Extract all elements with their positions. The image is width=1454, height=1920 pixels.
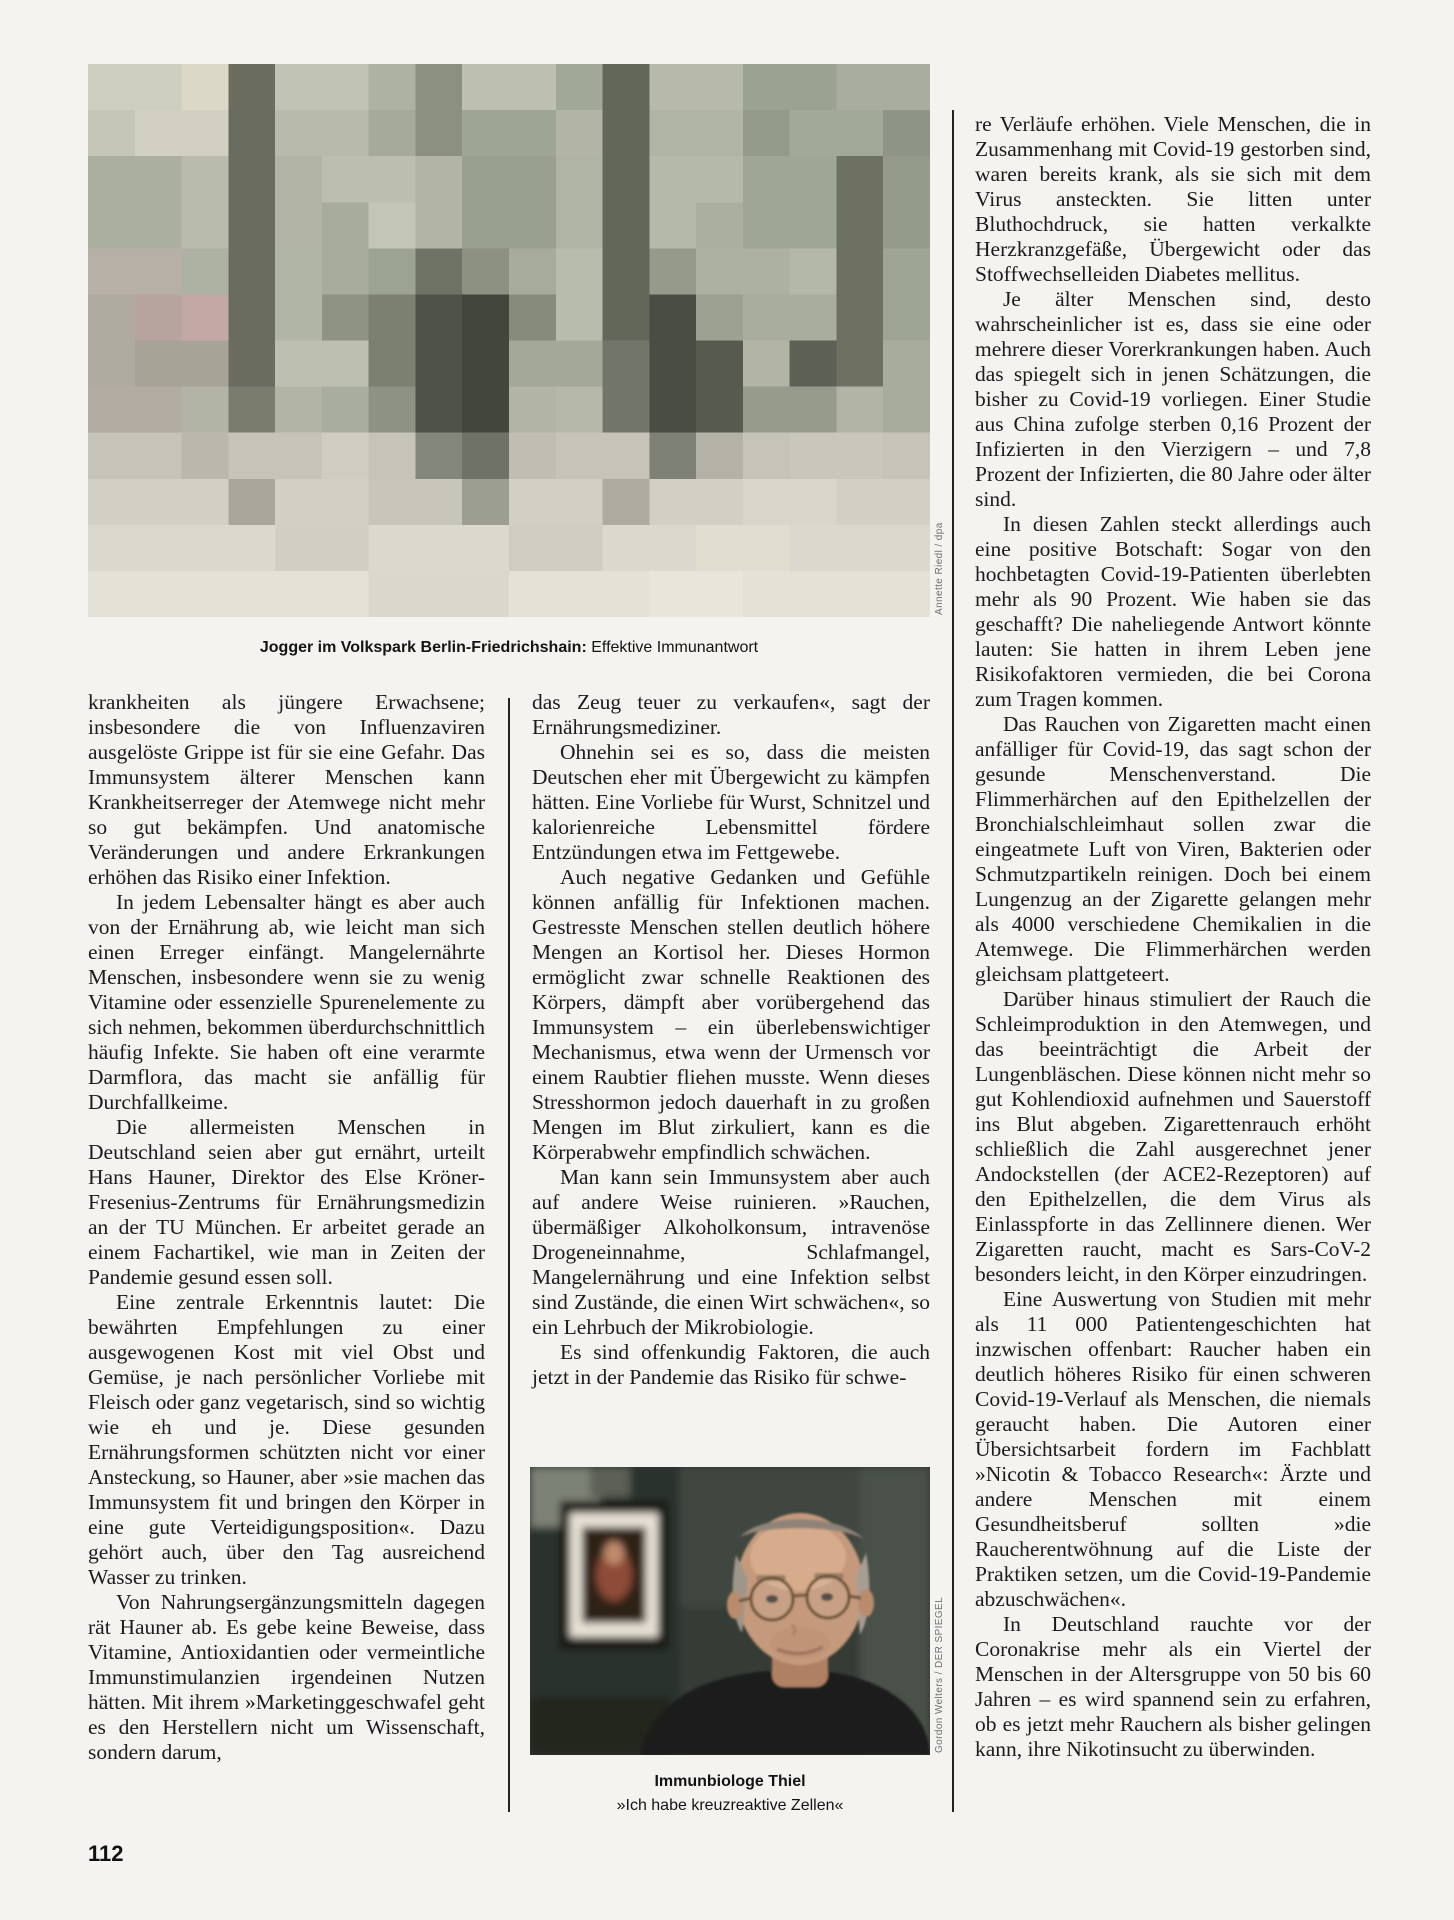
- paragraph: Auch negative Gedanken und Gefühle können anfällig für Infektionen machen. Gestresste Menschen stellen deutlich höhere Mengen an Kortisol her. Dieses Hormon ermöglicht zwar schnelle Reaktionen des Körpers, dämpft aber vorübergehend das Immunsystem – ein überlebenswichtiger Mechanismus, etwa wenn der Urmensch vor einem Raubtier fliehen musste. Wenn dieses Stresshormon jedoch dauerhaft in zu großen Mengen im Blut zirkuliert, kann es die Körperabwehr empfindlich schwächen.: [532, 865, 930, 1164]
- joggers-caption-text: Effektive Immunantwort: [591, 639, 759, 656]
- joggers-photo: [88, 64, 930, 617]
- paragraph: Je älter Menschen sind, desto wahrscheinlicher ist es, dass sie eine oder mehrere dieser Vorerkrankungen haben. Auch das spiegelt sich in jenen Schätzungen, die bisher zu Covid-19 vorliegen. Einer Studie aus China zufolge sterben 0,16 Prozent der Infizierten in den Vierzigern – und 7,8 Prozent der Infizierten, die 80 Jahre oder älter sind.: [975, 287, 1371, 511]
- photo-credit-thiel: [934, 1467, 945, 1753]
- paragraph: Es sind offenkundig Faktoren, die auch jetzt in der Pandemie das Risiko für schwe-: [532, 1340, 930, 1389]
- photo-credit-top-text: Annette Riedl / dpa: [934, 522, 945, 615]
- joggers-caption-lead: Jogger im Volkspark Berlin-Friedrichshain:: [259, 639, 587, 656]
- photo-credit-top: [934, 64, 945, 615]
- paragraph: In diesen Zahlen steckt allerdings auch eine positive Botschaft: Sogar von den hochbetagten Covid-19-Patienten überlebten mehr als 90 Prozent. Wie haben sie das geschafft? Die naheliegende Antwort könnte lauten: Sie hatten in ihrem Leben jene Risikofaktoren vermieden, die bei Corona zum Tragen kommen.: [975, 512, 1371, 711]
- paragraph: In Deutschland rauchte vor der Coronakrise mehr als ein Viertel der Menschen in der Altersgruppe von 50 bis 60 Jahren – es wird spannend sein zu erfahren, ob es jetzt mehr Rauchern als bisher gelingen kann, ihre Nikotinsucht zu überwinden.: [975, 1612, 1371, 1761]
- text-column-left: [88, 690, 485, 1765]
- text-column-right: [975, 112, 1371, 1762]
- joggers-photo-mosaic: [88, 64, 930, 617]
- paragraph: Das Rauchen von Zigaretten macht einen anfälliger für Covid-19, das sagt schon der gesunde Menschenverstand. Die Flimmerhärchen auf den Epithelzellen der Bronchialschleimhaut sollen zwar die eingeatmete Luft von Viren, Bakterien oder Schmutzpartikeln reinigen. Doch bei einem Lungenzug an der Zigarette gelangen mehr als 4000 verschiedene Chemikalien in die Atemwege. Die Flimmerhärchen werden gleichsam plattgeteert.: [975, 712, 1371, 986]
- paragraph: Von Nahrungsergänzungsmitteln dagegen rät Hauner ab. Es gebe keine Beweise, dass Vitamine, Antioxidantien oder vermeintliche Immunstimulanzien irgendeinen Nutzen hätten. Mit ihrem »Marketinggeschwafel geht es den Herstellern nicht um Wissenschaft, sondern darum,: [88, 1590, 485, 1764]
- thiel-caption-quote: »Ich habe kreuzreaktive Zellen«: [616, 1797, 844, 1814]
- paragraph: Darüber hinaus stimuliert der Rauch die Schleimproduktion in den Atemwegen, und das beeinträchtigt die Arbeit der Lungenbläschen. Diese können nicht mehr so gut Kohlendioxid aufnehmen und Sauerstoff ins Blut abgeben. Zigarettenrauch erhöht schließlich die Zahl ausgerechnet jener Andockstellen (der ACE2-Rezeptoren) auf den Epithelzellen, die dem Virus als Einlasspforte in das Zellinnere dienen. Wer Zigaretten raucht, macht es Sars-CoV-2 besonders leicht, in den Körper einzudringen.: [975, 987, 1371, 1286]
- thiel-photo: [530, 1467, 930, 1755]
- joggers-caption: [88, 636, 930, 660]
- paragraph: Eine Auswertung von Studien mit mehr als 11 000 Patientengeschichten hat inzwischen offenbart: Raucher haben ein deutlich höheres Risiko für einen schweren Covid-19-Verlauf als Menschen, die niemals geraucht haben. Die Autoren einer Übersichtsarbeit fordern im Fachblatt »Nicotin & Tobacco Research«: Ärzte und andere Menschen mit einem Gesundheitsberuf sollten »die Raucherentwöhnung auf die Liste der Praktiken setzen, um die Covid-19-Pandemie abzuschwächen«.: [975, 1287, 1371, 1611]
- text-column-middle: [532, 690, 930, 1390]
- thiel-caption-name: Immunbiologe Thiel: [654, 1773, 806, 1790]
- column-divider-right: [952, 110, 954, 1812]
- paragraph: das Zeug teuer zu verkaufen«, sagt der Ernährungsmediziner.: [532, 690, 930, 739]
- photo-credit-thiel-text: Gordon Welters / DER SPIEGEL: [934, 1596, 945, 1753]
- thiel-photo-art: [530, 1467, 930, 1755]
- paragraph: re Verläufe erhöhen. Viele Menschen, die in Zusammenhang mit Covid-19 gestorben sind, waren bereits krank, als sie sich mit dem Virus ansteckten. Sie litten unter Bluthochdruck, sie hatten verkalkte Herzkranzgefäße, Übergewicht oder das Stoffwechselleiden Diabetes mellitus.: [975, 112, 1371, 286]
- paragraph: krankheiten als jüngere Erwachsene; insbesondere die von Influenzaviren ausgelöste Grippe ist für sie eine Gefahr. Das Immunsystem älterer Menschen kann Krankheitserreger der Atemwege nicht mehr so gut bekämpfen. Und anatomische Veränderungen und andere Erkrankungen erhöhen das Risiko einer Infektion.: [88, 690, 485, 889]
- paragraph: Die allermeisten Menschen in Deutschland seien aber gut ernährt, urteilt Hans Hauner, Direktor des Else Kröner-Fresenius-Zentrums für Ernährungsmedizin an der TU München. Er arbeitet gerade an einem Fachartikel, wie man in Zeiten der Pandemie gesund essen soll.: [88, 1115, 485, 1289]
- paragraph: Eine zentrale Erkenntnis lautet: Die bewährten Empfehlungen zu einer ausgewogenen Kost mit viel Obst und Gemüse, je nach persönlicher Vorliebe mit Fleisch oder ganz vegetarisch, sind so wichtig wie eh und je. Diese gesunden Ernährungsformen schützten nicht vor einer Ansteckung, so Hauner, aber »sie machen das Immunsystem fit und bringen den Körper in eine gute Verteidigungsposition«. Dazu gehört auch, über den Tag ausreichend Wasser zu trinken.: [88, 1290, 485, 1589]
- paragraph: Man kann sein Immunsystem aber auch auf andere Weise ruinieren. »Rauchen, übermäßiger Alkoholkonsum, intravenöse Drogeneinnahme, Schlafmangel, Mangelernährung und eine Infektion selbst sind Zustände, die einen Wirt schwächen«, so ein Lehrbuch der Mikrobiologie.: [532, 1165, 930, 1339]
- paragraph: In jedem Lebensalter hängt es aber auch von der Ernährung ab, wie leicht man sich einen Erreger einfängt. Mangelernährte Menschen, insbesondere wenn sie zu wenig Vitamine oder essenzielle Spurenelemente zu sich nehmen, bekommen überdurchschnittlich häufig Infekte. Sie haben oft eine verarmte Darmflora, das macht sie anfällig für Durchfallkeime.: [88, 890, 485, 1114]
- column-divider-left: [508, 698, 510, 1812]
- thiel-caption: [530, 1770, 930, 1818]
- page-number: 112: [88, 1841, 124, 1866]
- paragraph: Ohnehin sei es so, dass die meisten Deutschen eher mit Übergewicht zu kämpfen hätten. Eine Vorliebe für Wurst, Schnitzel und kalorienreiche Lebensmittel fördere Entzündungen etwa im Fettgewebe.: [532, 740, 930, 864]
